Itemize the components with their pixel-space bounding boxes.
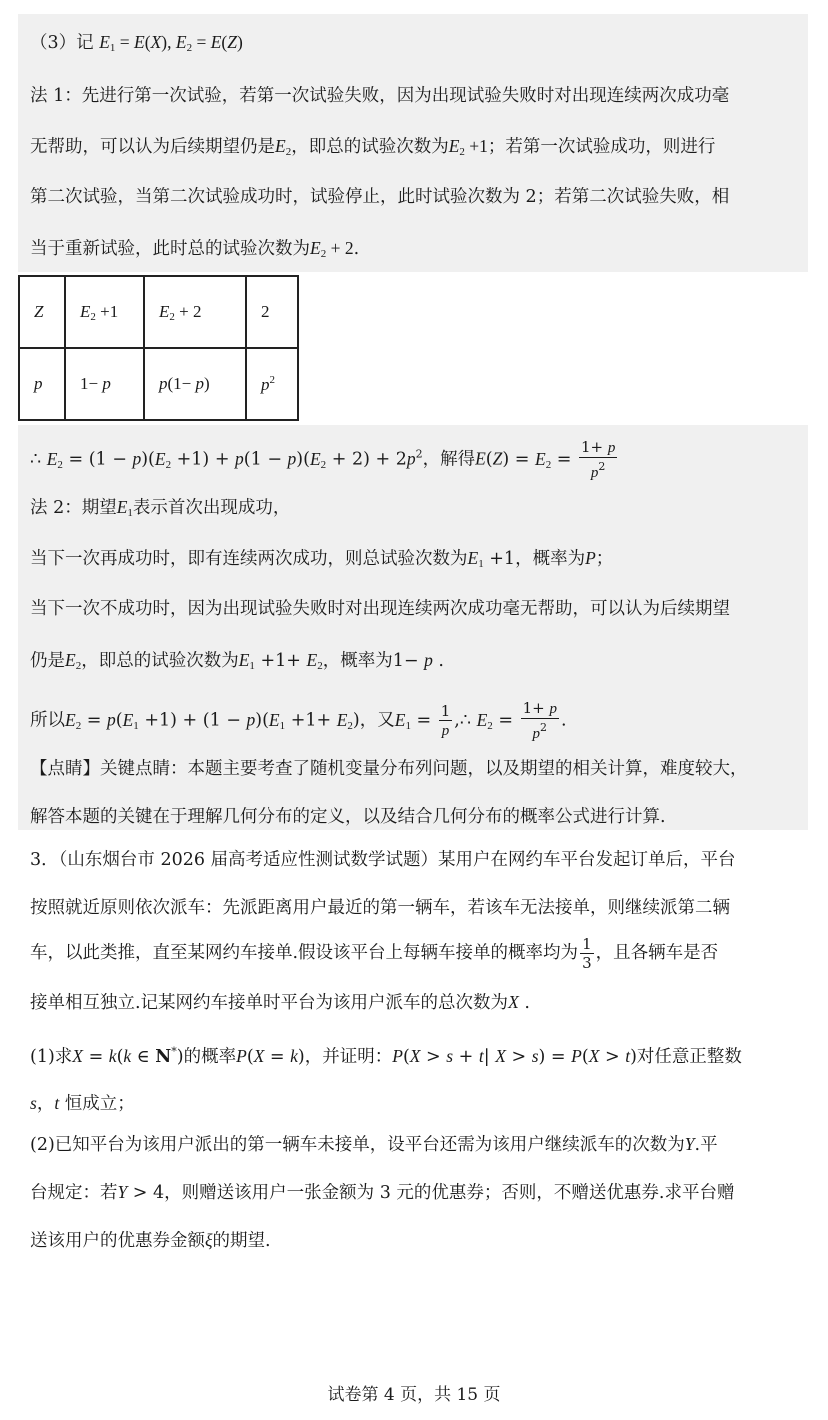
dianjing-line2: 解答本题的关键在于理解几何分布的定义，以及结合几何分布的概率公式进行计算. bbox=[30, 807, 666, 827]
question2-line2: 台规定：若Y > 4，则赠送该用户一张金额为 3 元的优惠券；否则，不赠送优惠券.求平台赠 bbox=[30, 1182, 735, 1203]
method2-line1: 法 2：期望$E_1$表示首次出现成功， bbox=[30, 497, 291, 519]
part3-header: （3）记 $E_1 = E(X)$, $E_2 = E(Z)$ bbox=[30, 32, 243, 54]
method2-line2: 当下一次再成功时，即有连续两次成功，则总试验次数为$E_1 +1$，概率为P； bbox=[30, 548, 614, 570]
problem3-line3: 车，以此类推，直至某网约车接单.假设该平台上每辆车接单的概率均为 $\frac{1}{3}$ ，且各辆车是否 bbox=[30, 935, 719, 972]
table-cell: p bbox=[19, 348, 65, 420]
distribution-table bbox=[18, 275, 299, 421]
method1-line1: 法 1：先进行第一次试验，若第一次试验失败，因为出现试验失败时对出现连续两次成功毫 bbox=[30, 86, 730, 106]
table-row bbox=[19, 276, 298, 348]
question2-line1: (2)已知平台为该用户派出的第一辆车未接单，设平台还需为该用户继续派车的次数为Y.平 bbox=[30, 1134, 718, 1155]
table-cell: Z bbox=[19, 276, 65, 348]
equation-method1: ∴ $E_2 = (1 - p)(E_2 +1) + p(1 - p)(E_2 + 2) + 2p^2$，解得$E(Z) = E_2$ = $\frac{1+ p}{p^2}$ bbox=[30, 438, 616, 481]
question1-line1: (1)求X = k(k ∈ N*)的概率P(X = k)，并证明：P(X > s + t| X > s) = P(X > t)对任意正整数 bbox=[30, 1045, 742, 1067]
table-cell: $E_2 + 2$ bbox=[144, 276, 246, 348]
problem3-line4: 接单相互独立.记某网约车接单时平台为该用户派车的总次数为X . bbox=[30, 992, 530, 1013]
problem3-line1: 3．（山东烟台市 2026 届高考适应性测试数学试题）某用户在网约车平台发起订单后，平台 bbox=[30, 850, 736, 870]
table-cell: $E_2 +1$ bbox=[65, 276, 144, 348]
table-cell: 1− p bbox=[65, 348, 144, 420]
method1-line2: 无帮助，可以认为后续期望仍是$E_2$，即总的试验次数为$E_2 +1$；若第一次试验成功，则进行 bbox=[30, 136, 716, 158]
table-cell: 2 bbox=[246, 276, 298, 348]
dianjing-line1: 【点睛】关键点睛：本题主要考查了随机变量分布列问题，以及期望的相关计算，难度较大， bbox=[30, 759, 748, 779]
question2-line3: 送该用户的优惠券金额ξ的期望. bbox=[30, 1230, 271, 1251]
method2-line3: 当下一次不成功时，因为出现试验失败时对出现连续两次成功毫无帮助，可以认为后续期望 bbox=[30, 599, 730, 619]
method2-line5: 所以$E_2 = p(E_1 +1) + (1 - p)(E_1 +1+ E_2)$，又$E_1$ = $\frac{1}{p}$ ,∴ $E_2$ = $\frac{1+ p}{p^2}$ . bbox=[30, 699, 567, 742]
method2-line4: 仍是$E_2$，即总的试验次数为$E_1 +1+ E_2$，概率为1− p . bbox=[30, 650, 444, 672]
table-cell: p(1− p) bbox=[144, 348, 246, 420]
method1-line4: 当于重新试验，此时总的试验次数为$E_2 + 2$. bbox=[30, 238, 360, 260]
page-footer: 试卷第 4 页，共 15 页 bbox=[327, 1385, 501, 1405]
table-cell: $p^2$ bbox=[246, 348, 298, 420]
question1-line2: s，t 恒成立； bbox=[30, 1093, 135, 1114]
problem3-line2: 按照就近原则依次派车：先派距离用户最近的第一辆车，若该车无法接单，则继续派第二辆 bbox=[30, 898, 730, 918]
method1-line3: 第二次试验，当第二次试验成功时，试验停止，此时试验次数为 2；若第二次试验失败，相 bbox=[30, 187, 730, 207]
table-row bbox=[19, 348, 298, 420]
